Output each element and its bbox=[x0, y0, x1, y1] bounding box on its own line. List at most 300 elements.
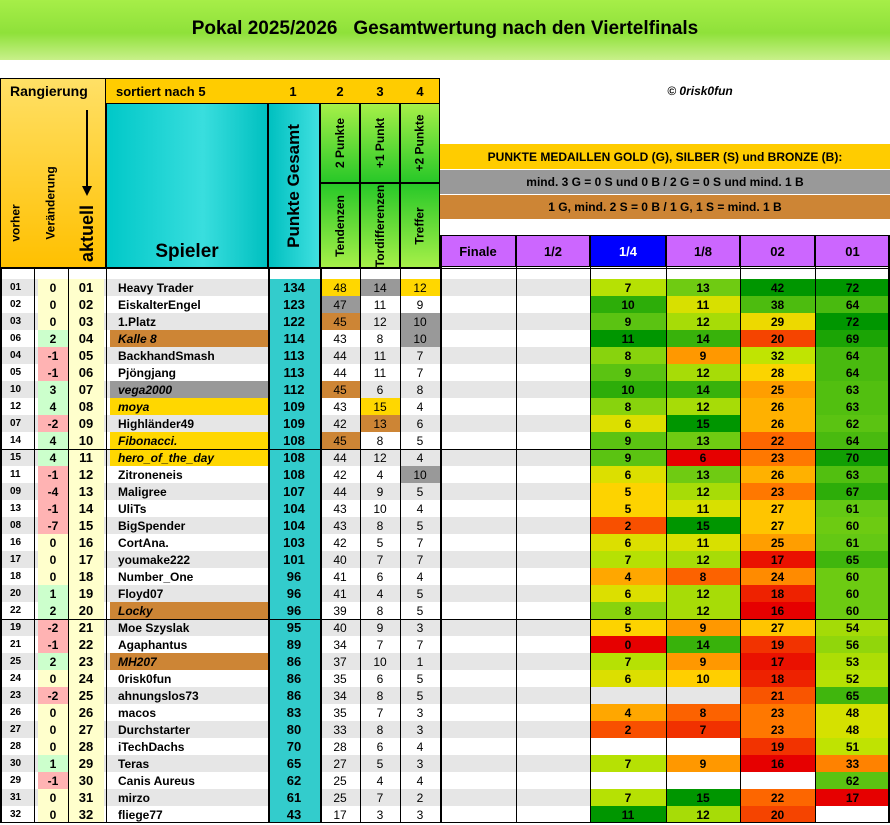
round-score-r02: 27 bbox=[740, 619, 815, 636]
round-score-r18: 15 bbox=[666, 517, 740, 534]
aktuell-cell: 31 bbox=[68, 789, 104, 806]
aktuell-header bbox=[70, 198, 106, 268]
player-name: BackhandSmash bbox=[118, 348, 215, 363]
treffer-cell: 3 bbox=[416, 705, 424, 720]
tendenzen-cell: 17 bbox=[333, 807, 347, 822]
tendenzen-cell: 25 bbox=[333, 773, 347, 788]
treffer-cell: 4 bbox=[416, 399, 424, 414]
player-name: Moe Szyslak bbox=[118, 620, 190, 635]
tordifferenzen-cell: 15 bbox=[360, 398, 400, 415]
treffer-cell: 10 bbox=[400, 313, 440, 330]
round-score-r01: 62 bbox=[815, 415, 890, 432]
tordifferenzen-cell: 8 bbox=[376, 433, 384, 448]
tordifferenzen-cell: 12 bbox=[373, 450, 387, 465]
points-total-cell: 70 bbox=[268, 738, 320, 755]
vorher-cell: 20 bbox=[10, 588, 22, 599]
player-name: UliTs bbox=[118, 501, 147, 516]
vorher-cell: 02 bbox=[10, 299, 22, 310]
player-name: Durchstarter bbox=[118, 722, 191, 737]
round-score-r18: 12 bbox=[666, 551, 740, 568]
round-score-r14: 8 bbox=[590, 347, 666, 364]
veraenderung-cell: -1 bbox=[38, 466, 68, 483]
player-name: vega2000 bbox=[110, 381, 268, 398]
plus-two-header bbox=[400, 103, 440, 183]
round-score-r01: 63 bbox=[815, 398, 890, 415]
aktuell-cell: 32 bbox=[68, 806, 104, 823]
vorher-cell: 07 bbox=[10, 418, 22, 429]
two-points-header-text: 2 Punkte bbox=[333, 117, 348, 169]
round-header-5: 02 bbox=[740, 235, 815, 267]
tendenzen-cell: 41 bbox=[333, 586, 347, 601]
treffer-cell: 10 bbox=[400, 330, 440, 347]
points-total-cell: 109 bbox=[268, 398, 320, 415]
tendenzen-cell: 35 bbox=[333, 671, 347, 686]
aktuell-cell: 18 bbox=[68, 568, 104, 585]
round-score-r01: 63 bbox=[815, 466, 890, 483]
tendenzen-cell: 33 bbox=[333, 722, 347, 737]
aktuell-cell: 19 bbox=[68, 585, 104, 602]
round-score-r02: 19 bbox=[740, 738, 815, 755]
page-title: Pokal 2025/2026 Gesamtwertung nach den Viertelfinals bbox=[191, 18, 699, 39]
player-name: youmake222 bbox=[118, 552, 191, 567]
grid-line bbox=[815, 235, 816, 823]
veraenderung-cell: 3 bbox=[38, 381, 68, 398]
round-score-r14: 7 bbox=[590, 755, 666, 772]
player-name: MH207 bbox=[110, 653, 268, 670]
round-score-r02: 27 bbox=[740, 500, 815, 517]
round-score-r02: 25 bbox=[740, 381, 815, 398]
veraenderung-cell: 0 bbox=[38, 551, 68, 568]
player-name: CortAna. bbox=[118, 535, 169, 550]
veraenderung-cell: 0 bbox=[38, 534, 68, 551]
round-score-r18: 14 bbox=[666, 330, 740, 347]
round-header-6: 01 bbox=[815, 235, 890, 267]
vorher-cell: 11 bbox=[10, 469, 21, 480]
tordifferenzen-cell: 13 bbox=[360, 415, 400, 432]
tendenzen-cell: 42 bbox=[333, 535, 347, 550]
plus-two-header-text: +2 Punkte bbox=[413, 114, 427, 172]
aktuell-cell: 01 bbox=[68, 279, 104, 296]
aktuell-cell: 22 bbox=[68, 636, 104, 653]
round-score-r14: 11 bbox=[590, 330, 666, 347]
round-score-r18: 11 bbox=[666, 500, 740, 517]
player-name: Canis Aureus bbox=[118, 773, 195, 788]
round-score-r14: 9 bbox=[590, 313, 666, 330]
treffer-cell: 5 bbox=[416, 518, 424, 533]
veraenderung-cell: -1 bbox=[38, 500, 68, 517]
round-score-r02: 38 bbox=[740, 296, 815, 313]
tendenzen-cell: 42 bbox=[333, 467, 347, 482]
tendenzen-cell: 35 bbox=[333, 705, 347, 720]
vorher-cell: 28 bbox=[10, 741, 22, 752]
round-score-r02: 27 bbox=[740, 517, 815, 534]
round-score-r14: 10 bbox=[590, 381, 666, 398]
round-score-r18 bbox=[666, 687, 740, 704]
aktuell-cell: 11 bbox=[68, 449, 104, 466]
round-score-r02: 29 bbox=[740, 313, 815, 330]
aktuell-cell: 21 bbox=[68, 619, 104, 636]
round-score-r01: 60 bbox=[815, 517, 890, 534]
column-number-3: 3 bbox=[376, 83, 384, 99]
round-score-r18: 13 bbox=[666, 432, 740, 449]
round-score-r18 bbox=[666, 738, 740, 755]
vorher-cell: 23 bbox=[10, 690, 22, 701]
treffer-header bbox=[400, 183, 440, 268]
grid-line bbox=[268, 268, 270, 823]
vorher-cell: 14 bbox=[10, 435, 22, 446]
veraenderung-cell: 4 bbox=[38, 432, 68, 449]
tordifferenzen-cell: 10 bbox=[373, 654, 387, 669]
veraenderung-cell: 0 bbox=[38, 313, 68, 330]
player-name: iTechDachs bbox=[118, 739, 185, 754]
treffer-header-text: Treffer bbox=[412, 206, 427, 245]
round-score-r01: 54 bbox=[815, 619, 890, 636]
veraenderung-cell: 4 bbox=[38, 449, 68, 466]
tendenzen-cell: 47 bbox=[320, 296, 360, 313]
veraenderung-header bbox=[36, 138, 66, 268]
veraenderung-cell: 0 bbox=[38, 721, 68, 738]
points-total-cell: 96 bbox=[268, 602, 320, 619]
veraenderung-cell: 0 bbox=[38, 279, 68, 296]
tordifferenzen-cell: 12 bbox=[373, 314, 387, 329]
veraenderung-cell: -2 bbox=[38, 619, 68, 636]
points-total-cell: 104 bbox=[268, 517, 320, 534]
round-score-r01: 65 bbox=[815, 687, 890, 704]
points-total-cell: 96 bbox=[268, 585, 320, 602]
treffer-cell: 4 bbox=[416, 739, 424, 754]
aktuell-cell: 27 bbox=[68, 721, 104, 738]
points-total-cell: 113 bbox=[268, 347, 320, 364]
round-score-r18: 12 bbox=[666, 313, 740, 330]
treffer-cell: 8 bbox=[416, 382, 424, 397]
round-score-r14: 9 bbox=[590, 364, 666, 381]
column-number-4: 4 bbox=[416, 83, 424, 99]
round-score-r14 bbox=[590, 738, 666, 755]
player-name: BigSpender bbox=[118, 518, 186, 533]
round-score-r14 bbox=[590, 687, 666, 704]
round-score-r18: 8 bbox=[666, 704, 740, 721]
tordifferenzen-cell: 4 bbox=[376, 467, 384, 482]
treffer-cell: 5 bbox=[416, 688, 424, 703]
round-score-r01: 52 bbox=[815, 670, 890, 687]
tendenzen-cell: 44 bbox=[333, 450, 347, 465]
aktuell-cell: 02 bbox=[68, 296, 104, 313]
veraenderung-cell: 0 bbox=[38, 296, 68, 313]
treffer-cell: 7 bbox=[416, 535, 424, 550]
treffer-cell: 6 bbox=[416, 416, 424, 431]
aktuell-cell: 23 bbox=[68, 653, 104, 670]
tordifferenzen-cell: 6 bbox=[376, 382, 384, 397]
aktuell-cell: 12 bbox=[68, 466, 104, 483]
veraenderung-cell: 0 bbox=[38, 704, 68, 721]
player-name: EiskalterEngel bbox=[118, 297, 201, 312]
aktuell-cell: 17 bbox=[68, 551, 104, 568]
round-score-r02: 23 bbox=[740, 483, 815, 500]
player-name: Kalle 8 bbox=[110, 330, 268, 347]
vorher-cell: 16 bbox=[10, 537, 22, 548]
player-name: Locky bbox=[110, 602, 268, 619]
round-header-1: Finale bbox=[440, 235, 516, 267]
aktuell-cell: 07 bbox=[68, 381, 104, 398]
round-score-r02: 23 bbox=[740, 721, 815, 738]
vorher-cell: 26 bbox=[10, 707, 22, 718]
tordifferenzen-cell: 5 bbox=[376, 756, 384, 771]
tendenzen-cell: 45 bbox=[320, 313, 360, 330]
round-score-r14: 11 bbox=[590, 806, 666, 823]
round-score-r18: 13 bbox=[666, 466, 740, 483]
tendenzen-cell: 25 bbox=[333, 790, 347, 805]
treffer-cell: 7 bbox=[416, 348, 424, 363]
tordifferenzen-cell: 6 bbox=[376, 671, 384, 686]
veraenderung-cell: 1 bbox=[38, 585, 68, 602]
aktuell-cell: 03 bbox=[68, 313, 104, 330]
vorher-cell: 10 bbox=[10, 384, 22, 395]
veraenderung-cell: 0 bbox=[38, 568, 68, 585]
round-score-r02: 16 bbox=[740, 755, 815, 772]
grid-line bbox=[666, 235, 667, 823]
round-header-3: 1/4 bbox=[590, 235, 666, 267]
round-score-r02: 21 bbox=[740, 687, 815, 704]
treffer-cell: 7 bbox=[416, 552, 424, 567]
tendenzen-cell: 43 bbox=[333, 518, 347, 533]
round-score-r14: 6 bbox=[590, 585, 666, 602]
medals-title: PUNKTE MEDAILLEN GOLD (G), SILBER (S) und BRONZE (B): bbox=[440, 144, 890, 169]
treffer-cell: 5 bbox=[416, 484, 424, 499]
tordifferenzen-cell: 8 bbox=[376, 688, 384, 703]
round-score-r01: 48 bbox=[815, 721, 890, 738]
player-name: Floyd07 bbox=[118, 586, 164, 601]
tordifferenzen-cell: 4 bbox=[376, 773, 384, 788]
player-name: 1.Platz bbox=[118, 314, 157, 329]
aktuell-cell: 30 bbox=[68, 772, 104, 789]
round-score-r02: 32 bbox=[740, 347, 815, 364]
round-score-r14: 2 bbox=[590, 721, 666, 738]
vorher-cell: 15 bbox=[10, 452, 22, 463]
plus-one-header bbox=[360, 103, 400, 183]
player-name: Maligree bbox=[118, 484, 167, 499]
grid-line bbox=[360, 268, 361, 823]
round-score-r01: 72 bbox=[815, 279, 890, 296]
veraenderung-cell: 2 bbox=[38, 653, 68, 670]
veraenderung-cell: -4 bbox=[38, 483, 68, 500]
round-score-r18: 12 bbox=[666, 483, 740, 500]
round-score-r01: 33 bbox=[815, 755, 890, 772]
points-total-cell: 109 bbox=[268, 415, 320, 432]
round-score-r14: 2 bbox=[590, 517, 666, 534]
vorher-cell: 25 bbox=[10, 656, 22, 667]
tendenzen-cell: 40 bbox=[333, 620, 347, 635]
round-score-r18: 14 bbox=[666, 381, 740, 398]
points-total-cell: 96 bbox=[268, 568, 320, 585]
treffer-cell: 3 bbox=[416, 620, 424, 635]
round-score-r14: 6 bbox=[590, 534, 666, 551]
treffer-cell: 4 bbox=[416, 501, 424, 516]
veraenderung-cell: 2 bbox=[38, 330, 68, 347]
tendenzen-cell: 43 bbox=[333, 331, 347, 346]
two-points-header bbox=[320, 103, 360, 183]
tendenzen-cell: 41 bbox=[333, 569, 347, 584]
section-divider bbox=[0, 619, 890, 620]
aktuell-cell: 06 bbox=[68, 364, 104, 381]
round-score-r02: 28 bbox=[740, 364, 815, 381]
round-score-r02: 20 bbox=[740, 806, 815, 823]
vorher-cell: 08 bbox=[10, 520, 22, 531]
vorher-cell: 27 bbox=[10, 724, 22, 735]
grid-line bbox=[106, 268, 107, 823]
tendenzen-cell: 28 bbox=[333, 739, 347, 754]
round-score-r18: 12 bbox=[666, 602, 740, 619]
aktuell-cell: 24 bbox=[68, 670, 104, 687]
round-score-r18: 10 bbox=[666, 670, 740, 687]
vorher-cell: 09 bbox=[10, 486, 22, 497]
treffer-cell: 10 bbox=[400, 466, 440, 483]
aktuell-cell: 04 bbox=[68, 330, 104, 347]
tordifferenzen-cell: 8 bbox=[376, 603, 384, 618]
treffer-cell: 5 bbox=[416, 671, 424, 686]
vorher-cell: 17 bbox=[10, 554, 22, 565]
player-name: Agaphantus bbox=[118, 637, 188, 652]
tordifferenzen-cell: 8 bbox=[376, 518, 384, 533]
round-score-r02: 25 bbox=[740, 534, 815, 551]
round-score-r18: 7 bbox=[666, 721, 740, 738]
player-name: 0risk0fun bbox=[118, 671, 172, 686]
round-score-r01: 64 bbox=[815, 432, 890, 449]
points-total-cell: 65 bbox=[268, 755, 320, 772]
veraenderung-cell: -1 bbox=[38, 772, 68, 789]
round-score-r02: 22 bbox=[740, 432, 815, 449]
round-score-r02: 20 bbox=[740, 330, 815, 347]
tordifferenzen-cell: 4 bbox=[376, 586, 384, 601]
round-score-r18: 12 bbox=[666, 806, 740, 823]
tendenzen-cell: 48 bbox=[320, 279, 360, 296]
round-score-r02: 42 bbox=[740, 279, 815, 296]
veraenderung-cell: -2 bbox=[38, 415, 68, 432]
vorher-cell: 05 bbox=[10, 367, 22, 378]
aktuell-cell: 05 bbox=[68, 347, 104, 364]
points-total-cell: 62 bbox=[268, 772, 320, 789]
veraenderung-cell: 0 bbox=[38, 670, 68, 687]
round-score-r18: 9 bbox=[666, 619, 740, 636]
tendenzen-cell: 40 bbox=[333, 552, 347, 567]
grid-line bbox=[320, 268, 322, 823]
points-total-cell: 103 bbox=[268, 534, 320, 551]
round-score-r02: 23 bbox=[740, 449, 815, 466]
aktuell-cell: 08 bbox=[68, 398, 104, 415]
round-score-r18: 15 bbox=[666, 415, 740, 432]
round-score-r18: 8 bbox=[666, 568, 740, 585]
veraenderung-cell: 4 bbox=[38, 398, 68, 415]
treffer-cell: 12 bbox=[400, 279, 440, 296]
tordifferenzen-cell: 14 bbox=[360, 279, 400, 296]
section-divider bbox=[0, 449, 890, 450]
veraenderung-cell: -7 bbox=[38, 517, 68, 534]
tendenzen-header-text: Tendenzen bbox=[333, 194, 347, 257]
tordifferenzen-header bbox=[360, 183, 400, 268]
points-total-cell: 114 bbox=[268, 330, 320, 347]
tordifferenzen-cell: 7 bbox=[376, 790, 384, 805]
veraenderung-cell: 1 bbox=[38, 755, 68, 772]
treffer-cell: 7 bbox=[416, 365, 424, 380]
round-score-r14: 7 bbox=[590, 279, 666, 296]
treffer-cell: 3 bbox=[416, 756, 424, 771]
column-number-2: 2 bbox=[336, 83, 344, 99]
round-score-r14: 8 bbox=[590, 398, 666, 415]
round-score-r14: 9 bbox=[590, 432, 666, 449]
treffer-cell: 4 bbox=[416, 450, 424, 465]
points-total-cell: 80 bbox=[268, 721, 320, 738]
round-header-4: 1/8 bbox=[666, 235, 740, 267]
medal-silver-rule: mind. 3 G = 0 S und 0 B / 2 G = 0 S und mind. 1 B bbox=[440, 170, 890, 194]
tordifferenzen-cell: 3 bbox=[376, 807, 384, 822]
tendenzen-cell: 43 bbox=[333, 399, 347, 414]
round-score-r02: 19 bbox=[740, 636, 815, 653]
veraenderung-cell: -1 bbox=[38, 347, 68, 364]
rangierung-label: Rangierung bbox=[10, 83, 88, 99]
round-score-r14: 8 bbox=[590, 602, 666, 619]
round-score-r01: 65 bbox=[815, 551, 890, 568]
vorher-cell: 30 bbox=[10, 758, 22, 769]
round-score-r01: 60 bbox=[815, 568, 890, 585]
player-name: Highländer49 bbox=[118, 416, 195, 431]
medal-bronze-rule: 1 G, mind. 2 S = 0 B / 1 G, 1 S = mind. 1 B bbox=[440, 195, 890, 219]
points-total-cell: 134 bbox=[268, 279, 320, 296]
treffer-cell: 3 bbox=[416, 807, 424, 822]
aktuell-cell: 25 bbox=[68, 687, 104, 704]
round-score-r02: 23 bbox=[740, 704, 815, 721]
title-bar bbox=[0, 0, 890, 60]
grid-line bbox=[440, 235, 442, 823]
tendenzen-cell: 44 bbox=[333, 484, 347, 499]
aktuell-cell: 26 bbox=[68, 704, 104, 721]
grid-line bbox=[68, 268, 69, 823]
points-total-cell: 101 bbox=[268, 551, 320, 568]
round-score-r01: 67 bbox=[815, 483, 890, 500]
round-score-r02: 18 bbox=[740, 585, 815, 602]
tendenzen-cell: 39 bbox=[333, 603, 347, 618]
vorher-header-text: vorher bbox=[9, 204, 24, 242]
treffer-cell: 2 bbox=[416, 790, 424, 805]
tordifferenzen-cell: 10 bbox=[373, 501, 387, 516]
tordifferenzen-cell: 5 bbox=[376, 535, 384, 550]
round-score-r14: 5 bbox=[590, 619, 666, 636]
round-score-r02: 17 bbox=[740, 551, 815, 568]
vorher-cell: 04 bbox=[10, 350, 22, 361]
aktuell-cell: 10 bbox=[68, 432, 104, 449]
round-score-r01: 51 bbox=[815, 738, 890, 755]
vorher-cell: 32 bbox=[10, 809, 22, 820]
aktuell-cell: 29 bbox=[68, 755, 104, 772]
player-name: macos bbox=[118, 705, 157, 720]
sort-arrow-icon bbox=[80, 108, 94, 198]
treffer-cell: 1 bbox=[416, 654, 424, 669]
grid-line bbox=[400, 268, 401, 823]
round-score-r18: 14 bbox=[666, 636, 740, 653]
round-score-r01: 69 bbox=[815, 330, 890, 347]
round-score-r18: 13 bbox=[666, 279, 740, 296]
round-score-r01: 61 bbox=[815, 534, 890, 551]
round-score-r01: 48 bbox=[815, 704, 890, 721]
grid-line bbox=[740, 235, 741, 823]
round-score-r18: 12 bbox=[666, 364, 740, 381]
points-total-cell: 95 bbox=[268, 619, 320, 636]
points-total-cell: 43 bbox=[268, 806, 320, 823]
round-score-r14: 0 bbox=[590, 636, 666, 653]
aktuell-header-text: aktuell bbox=[77, 204, 98, 262]
round-score-r02: 26 bbox=[740, 415, 815, 432]
tordifferenzen-cell: 11 bbox=[373, 348, 387, 363]
treffer-cell: 4 bbox=[416, 569, 424, 584]
tordifferenzen-cell: 7 bbox=[376, 552, 384, 567]
